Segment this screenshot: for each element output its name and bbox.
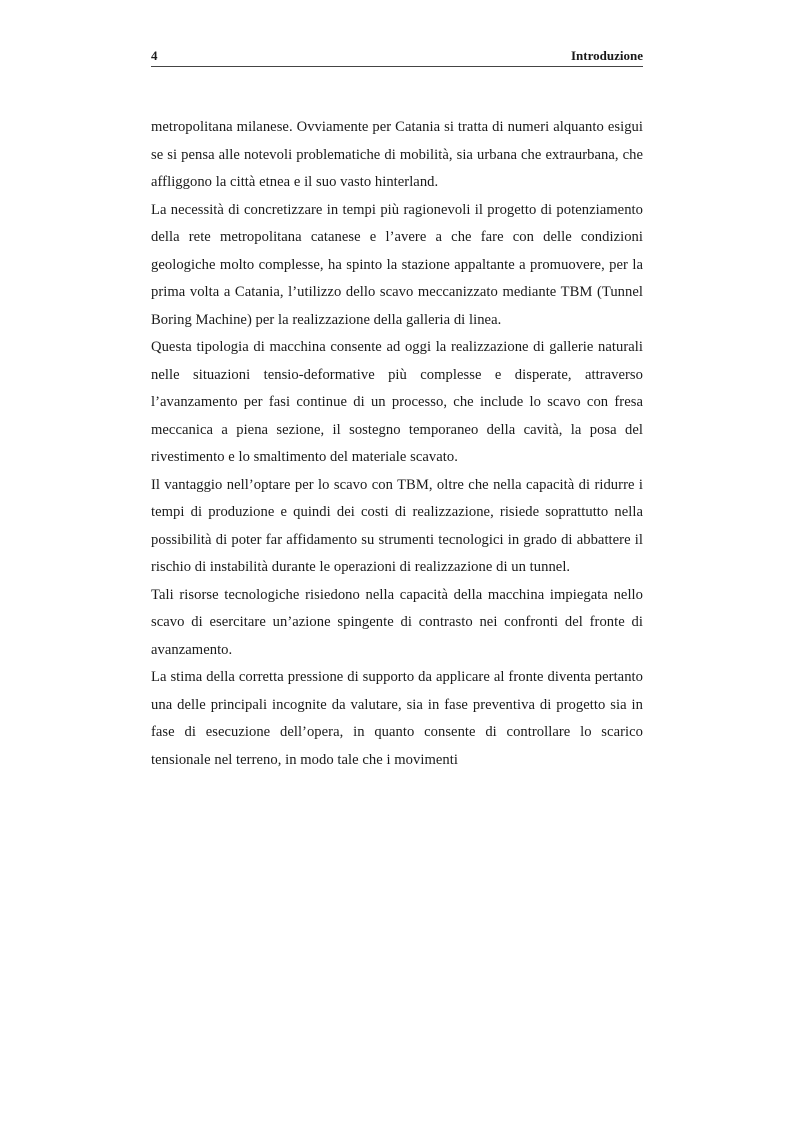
- paragraph: Il vantaggio nell’optare per lo scavo con TBM, oltre che nella capacità di ridurre i tempi di produzione e quindi dei costi di realizzazione, risiede soprattutto nella possibilità di poter far affidamento su strumenti tecnologici in grado di abbattere il rischio di instabilità durante le operazioni di realizzazione di un tunnel.: [151, 476, 643, 575]
- body-text: [151, 114, 643, 774]
- paragraph: La stima della corretta pressione di supporto da applicare al fronte diventa pertanto una delle principali incognite da valutare, sia in fase preventiva di progetto sia in fase di esecuzione dell’opera, in quanto consente di controllare lo scarico tensionale nel terreno, in modo tale che i movimenti: [151, 669, 643, 768]
- page-number: 4: [151, 48, 158, 63]
- page-header: [151, 46, 643, 67]
- paragraph: Tali risorse tecnologiche risiedono nella capacità della macchina impiegata nello scavo di esercitare un’azione spingente di contrasto nei confronti del fronte di avanzamento.: [151, 586, 643, 658]
- paragraph: Questa tipologia di macchina consente ad oggi la realizzazione di gallerie naturali nelle situazioni tensio-deformative più complesse e disperate, attraverso l’avanzamento per fasi continue di un processo, che include lo scavo con fresa meccanica a piena sezione, il sostegno temporaneo della cavità, la posa del rivestimento e lo smaltimento del materiale scavato.: [151, 339, 643, 465]
- paragraph: metropolitana milanese. Ovviamente per Catania si tratta di numeri alquanto esigui se si pensa alle notevoli problematiche di mobilità, sia urbana che extraurbana, che affliggono la città etnea e il suo vasto hinterland.: [151, 119, 643, 190]
- paragraph: La necessità di concretizzare in tempi più ragionevoli il progetto di potenziamento della rete metropolitana catanese e l’avere a che fare con delle condizioni geologiche molto complesse, ha spinto la stazione appaltante a promuovere, per la prima volta a Catania, l’utilizzo dello scavo meccanizzato mediante TBM (Tunnel Boring Machine) per la realizzazione della galleria di linea.: [151, 201, 643, 328]
- running-title: Introduzione: [571, 48, 643, 63]
